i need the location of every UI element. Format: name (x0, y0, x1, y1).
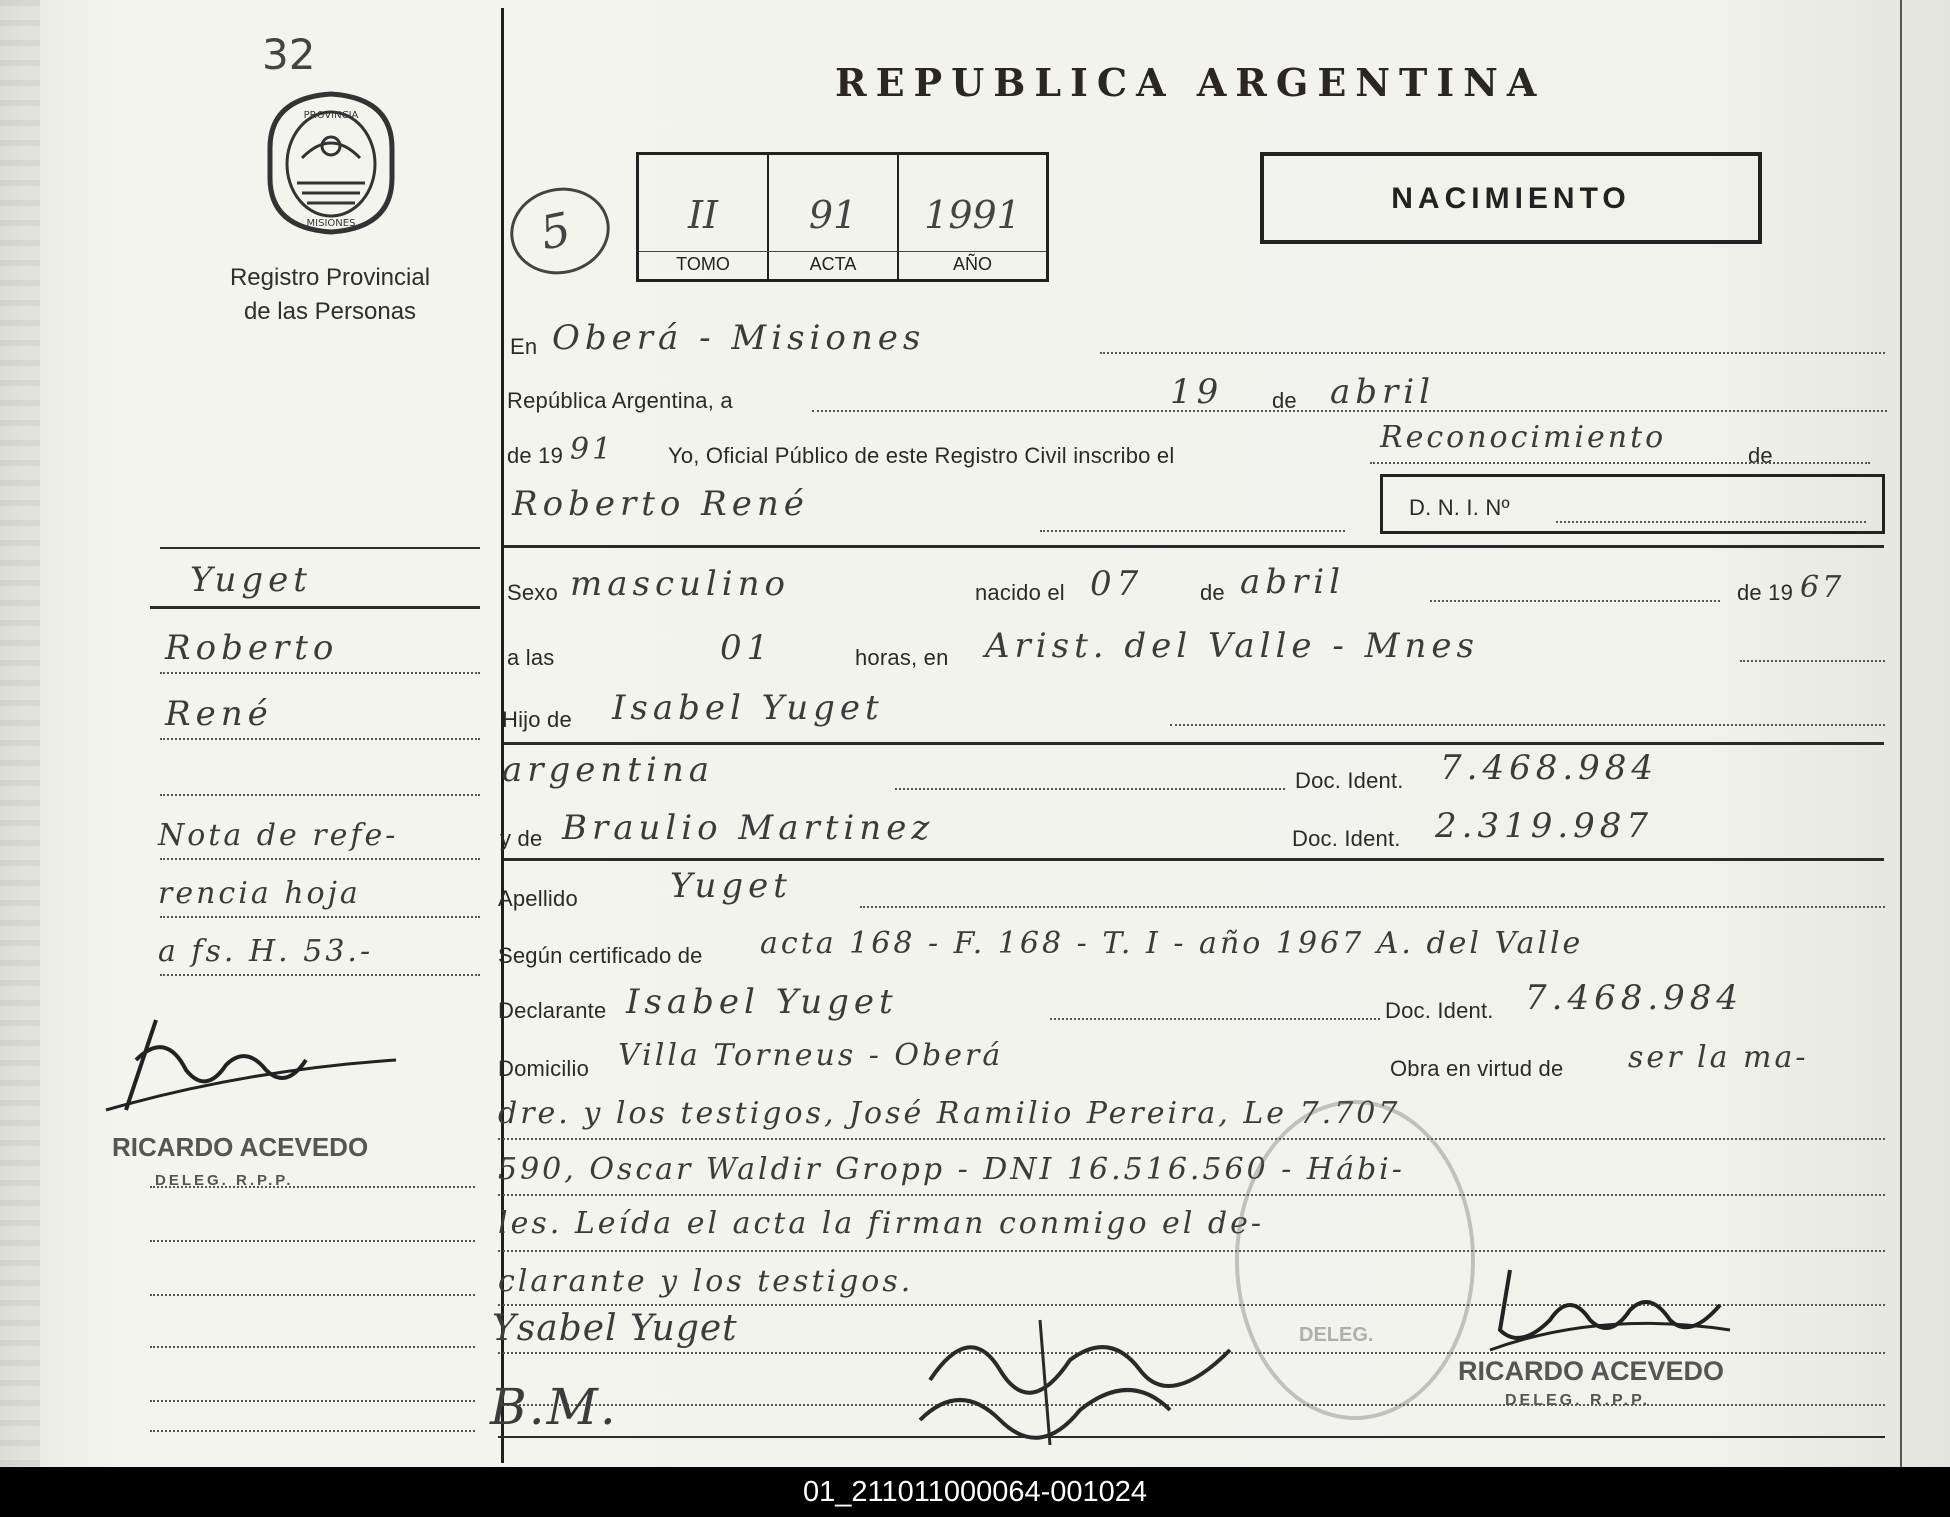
domicilio-label: Domicilio (498, 1056, 590, 1081)
margin-note-2: rencia hoja (158, 876, 361, 911)
year-prefix: de 19 (507, 443, 564, 468)
obra-label: Obra en virtud de (1390, 1056, 1564, 1081)
acta-value: 91 (808, 193, 858, 237)
continuation-line-1: dre. y los testigos, José Ramilio Pereira, Le 7.707 (498, 1096, 1401, 1131)
child-name: Roberto René (512, 484, 809, 524)
mother-line (1170, 724, 1885, 726)
ano-label: AÑO (952, 254, 992, 274)
column-divider (501, 8, 504, 1463)
segun-label: Según certificado de (498, 943, 703, 968)
tomo-value: II (687, 193, 719, 237)
apellido-label: Apellido (498, 886, 578, 911)
child-name-line (1040, 530, 1345, 532)
margin-dots-5 (160, 916, 480, 918)
month-value: abril (1330, 372, 1436, 412)
place-line (1100, 352, 1885, 354)
a-las-label: a las (507, 645, 555, 670)
page-title: REPUBLICA ARGENTINA (835, 60, 1546, 105)
month-de-label: de (1272, 388, 1297, 413)
circled-mark (502, 179, 618, 284)
witness-signature (910, 1300, 1270, 1450)
nationality-line (895, 788, 1285, 790)
ano-value: 1991 (924, 193, 1021, 237)
margin-dots-6 (160, 974, 480, 976)
birth-place: Arist. del Valle - Mnes (985, 626, 1479, 666)
mother-name: Isabel Yuget (612, 688, 884, 728)
rule-mother (504, 742, 1884, 745)
official-stamp-name-right: RICARDO ACEVEDO (1458, 1356, 1725, 1386)
margin-dots-2 (160, 738, 480, 740)
nacido-label: nacido el (975, 580, 1065, 605)
page-edge (1900, 0, 1902, 1467)
sexo-label: Sexo (507, 580, 558, 605)
registry-line-2: de las Personas (243, 298, 417, 325)
act-de-label: de (1748, 443, 1773, 468)
margin-note-1: Nota de refe- (158, 818, 399, 853)
margin-dots-3 (160, 794, 480, 796)
record-box (636, 152, 1049, 282)
declarante-line (1050, 1018, 1380, 1020)
acta-label: ACTA (809, 254, 857, 274)
document-type-box (1260, 152, 1762, 244)
continuation-rule-1 (498, 1138, 1885, 1140)
act-line (1370, 462, 1870, 464)
margin-dots-1 (160, 672, 480, 674)
declarante-value: Isabel Yuget (626, 982, 898, 1022)
year-suffix: 91 (570, 432, 615, 467)
birth-de-label: de (1200, 580, 1225, 605)
registry-line-1: Registro Provincial (229, 264, 431, 291)
place-value: Oberá - Misiones (552, 318, 926, 358)
republica-label: República Argentina, a (507, 388, 733, 413)
mother-nationality: argentina (502, 750, 715, 790)
official-stamp-role-right: DELEG. R.P.P. (1505, 1392, 1651, 1409)
hour-value: 01 (720, 628, 774, 668)
certificate-value: acta 168 - F. 168 - T. I - año 1967 A. del Valle (760, 926, 1584, 961)
apellido-value: Yuget (670, 866, 792, 906)
y-de-label: y de (500, 826, 543, 851)
apellido-line (860, 906, 1885, 908)
horas-label: horas, en (855, 645, 949, 670)
birth-line (1430, 600, 1720, 602)
margin-dots-7 (150, 1186, 475, 1188)
provincial-seal (262, 88, 400, 236)
margin-second-name: René (165, 694, 273, 734)
rule-father (504, 858, 1884, 861)
margin-first-name: Roberto (165, 628, 339, 668)
continuation-rule-2 (498, 1194, 1885, 1196)
act-kind: Reconocimiento (1380, 420, 1667, 455)
birth-place-line (1740, 660, 1885, 662)
dni-label: D. N. I. Nº (1409, 495, 1510, 520)
hijo-label: Hijo de (502, 707, 572, 732)
margin-dots-4 (160, 858, 480, 860)
declarant-signature: Ysabel Yuget (492, 1308, 738, 1349)
margin-signature (96, 1000, 426, 1130)
mother-doc: 7.468.984 (1440, 748, 1659, 788)
birth-year-suffix: 67 (1800, 570, 1845, 605)
oficial-text: Yo, Oficial Público de este Registro Civil inscribo el (668, 443, 1175, 468)
margin-surname: Yuget (190, 560, 312, 600)
official-signature-right (1480, 1250, 1740, 1360)
file-id-footer: 01_211011000064-001024 (0, 1467, 1950, 1517)
official-stamp-role-left: DELEG. R.P.P. (155, 1172, 294, 1189)
margin-dots-12 (150, 1430, 475, 1432)
seal-top-text: PROVINCIA (303, 110, 359, 121)
father-doc-label: Doc. Ident. (1292, 826, 1401, 851)
seal-text: DELEG. (1299, 1324, 1374, 1346)
domicilio-value: Villa Torneus - Oberá (618, 1038, 1004, 1073)
continuation-line-4: clarante y los testigos. (498, 1264, 914, 1299)
section-rule-1 (504, 545, 1884, 548)
tomo-cell (639, 155, 769, 279)
ano-cell (899, 155, 1046, 279)
declarante-doc-label: Doc. Ident. (1385, 998, 1494, 1023)
official-seal-stamp (1235, 1100, 1475, 1420)
tomo-label: TOMO (676, 254, 730, 274)
birth-month: abril (1240, 562, 1346, 602)
official-stamp-name-left: RICARDO ACEVEDO (112, 1132, 369, 1162)
mother-doc-label: Doc. Ident. (1295, 768, 1404, 793)
margin-rule-top (160, 547, 480, 549)
day-value: 19 (1170, 372, 1224, 412)
page-number: 32 (262, 30, 316, 79)
birth-year-prefix: de 19 (1737, 580, 1794, 605)
father-name: Braulio Martinez (562, 808, 935, 848)
circled-mark-number: 5 (535, 201, 576, 261)
obra-value: ser la ma- (1628, 1040, 1809, 1075)
margin-dots-10 (150, 1346, 475, 1348)
continuation-line-3: les. Leída el acta la firman conmigo el de- (498, 1206, 1265, 1241)
acta-cell (769, 155, 899, 279)
document-type: NACIMIENTO (1391, 182, 1631, 215)
margin-rule-surname (150, 606, 480, 609)
declarante-doc: 7.468.984 (1525, 978, 1744, 1018)
continuation-line-2: 590, Oscar Waldir Gropp - DNI 16.516.560 - Hábi- (498, 1152, 1405, 1187)
margin-initials: B.M. (490, 1378, 618, 1436)
margin-note-3: a fs. H. 53.- (158, 934, 374, 969)
declarante-label: Declarante (498, 998, 607, 1023)
en-label: En (510, 334, 538, 359)
binding-edge (0, 0, 40, 1467)
father-doc: 2.319.987 (1435, 806, 1654, 846)
birth-day: 07 (1090, 564, 1144, 604)
margin-dots-8 (150, 1240, 475, 1242)
dni-box (1380, 474, 1885, 534)
sexo-value: masculino (570, 564, 791, 604)
margin-dots-9 (150, 1294, 475, 1296)
seal-bottom-text: MISIONES (306, 218, 356, 229)
margin-dots-11 (150, 1400, 475, 1402)
